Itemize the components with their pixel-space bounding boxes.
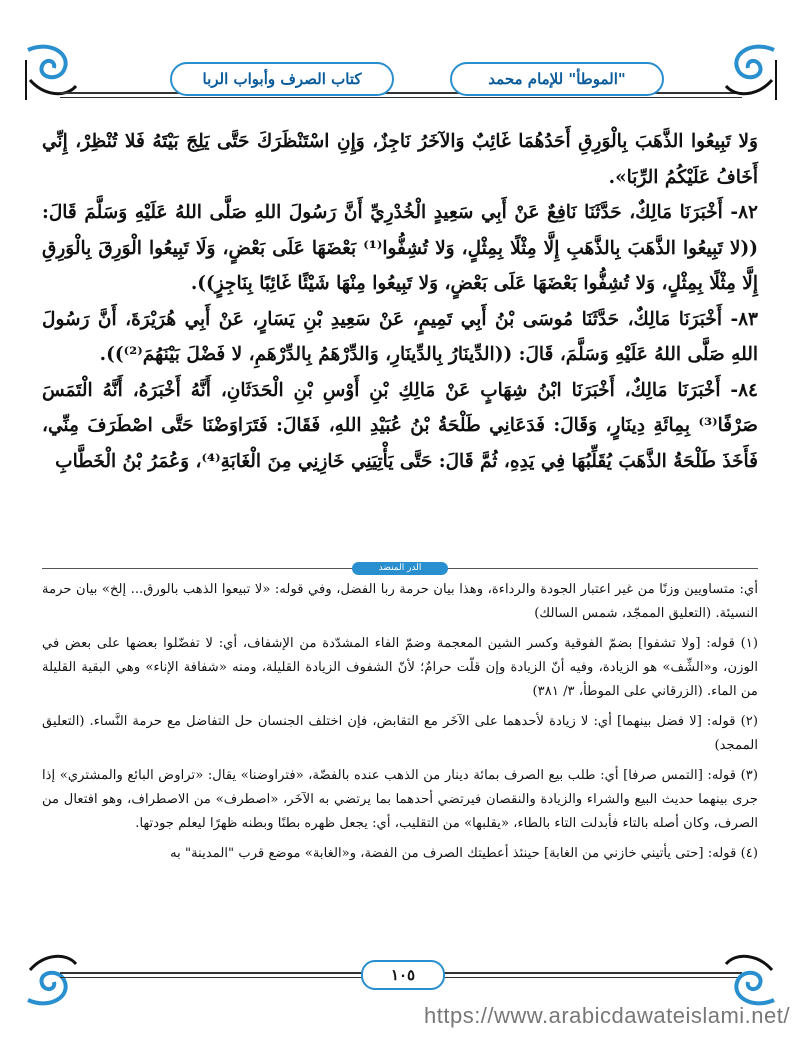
right-footer-ornament-icon xyxy=(722,940,782,1010)
left-header-ornament-icon xyxy=(20,40,80,110)
page-number: ١٠٥ xyxy=(361,960,445,990)
footnote-1: (١) قوله: [ولا تشفوا] بضمّ الفوقية وكسر الشين المعجمة وضمّ الفاء المشدّدة من الإشفاف، أي: لا تفضّلوا بعضها على بعض في الوزن، و«الشِّف» هو الزيادة، وفيه أنّ الزيادة وإن قلّت حرامٌ؛ لأنّ الشفوف الزيادة القليلة، ومنه «شفافة الإناء» وهي البقية القليلة من الماء. (الزرقاني على الموطأ، ٣/ ٣٨١) xyxy=(42,636,758,699)
footnote-3: (٣) قوله: [التمس صرفا] أي: طلب بيع الصرف بمائة دينار من الذهب عنده بالفضّة، «فتراوضنا» يقال: «تراوض البائع والمشتري» إذا جرى بينهما حديث البيع والشراء والزيادة والنقصان فيرتضي أحدهما بما يرتضي به الآخَر، «اصطرف» من الاصطراف، وهو افتعال من الصرف، وكان أصله بالتاء فأبدلت التاء بالطاء، «يقلبها» من التقليب، أي: يجعل ظهره بطنًا وبطنه ظهرًا ليعلم جودتها. xyxy=(42,768,758,831)
footnote-2: (٢) قوله: [لا فضل بينهما] أي: لا زيادة لأحدهما على الآخَر مع التقابض، فإن اختلف الجنسان حل التفاضل مع حرمة النَّساء. (التعليق الممجد) xyxy=(42,714,758,753)
main-text xyxy=(42,124,758,550)
source-watermark: https://www.arabicdawateislami.net/ xyxy=(424,1003,790,1028)
header-rule-thin xyxy=(60,97,742,98)
footnote-divider xyxy=(42,562,758,576)
right-header-ornament-icon xyxy=(722,40,782,110)
chapter-title: كتاب الصرف وأبواب الربا xyxy=(170,62,394,96)
footnote-4: (٤) قوله: [حتى يأتيني خازني من الغابة] حينئذ أعطيتك الصرف من الفضة، و«الغابة» موضع قرب "المدينة" به xyxy=(170,846,758,861)
book-title: "الموطأ" للإمام محمد xyxy=(450,62,664,96)
hadith-83: ٨٣- أَخْبَرَنَا مَالِكٌ، حَدَّثَنَا مُوسَى بْنُ أَبِي تَمِيمٍ، عَنْ سَعِيدِ بْنِ يَسَارٍ، عَنْ أَبِي هُرَيْرَةَ، أَنَّ رَسُولَ اللهِ صَلَّى اللهُ عَلَيْهِ وَسَلَّمَ، قَالَ: ((الدِّينَارُ بِالدِّينَارِ، وَالدِّرْهَمُ بِالدِّرْهَمِ، لا فَضْلَ بَيْنَهُمَ⁽²⁾)). xyxy=(42,308,758,365)
left-footer-ornament-icon xyxy=(20,940,80,1010)
divider-label: الدر المنضد xyxy=(352,562,448,575)
footnotes xyxy=(42,578,758,916)
hadith-82: ٨٢- أَخْبَرَنَا مَالِكٌ، حَدَّثَنَا نَافِعٌ عَنْ أَبِي سَعِيدٍ الْخُدْرِيِّ أَنَّ رَسُولَ اللهِ صَلَّى اللهُ عَلَيْهِ وَسَلَّمَ قَالَ: ((لا تَبِيعُوا الذَّهَبَ بِالذَّهَبِ إِلَّا مِثْلًا بِمِثْلٍ، وَلا تُشِفُّوا⁽¹⁾ بَعْضَهَا عَلَى بَعْضٍ، وَلَا تَبِيعُوا الْوَرِقَ بِالْوَرِقِ إِلَّا مِثْلًا بِمِثْلٍ، وَلا تُشِفُّوا بَعْضَهَا عَلَى بَعْضٍ، وَلا تَبِيعُوا مِنْهَا شَيْئًا غَائِبًا بِنَاجِزٍ)). xyxy=(42,202,758,294)
page-header xyxy=(20,40,782,110)
hadith-84: ٨٤- أَخْبَرَنَا مَالِكٌ، أَخْبَرَنَا ابْنُ شِهَابٍ عَنْ مَالِكِ بْنِ أَوْسِ بْنِ الْحَدَثَانِ، أَنَّهُ أَخْبَرَهُ، أَنَّهُ الْتَمَسَ صَرْفًا⁽³⁾ بِمِائَةِ دِينَارٍ، وَقَالَ: فَدَعَانِي طَلْحَةُ بْنُ عُبَيْدِ اللهِ، فَقَالَ: فَتَرَاوَضْنَا حَتَّى اصْطَرَفَ مِنِّي، فَأَخَذَ طَلْحَةُ الذَّهَبَ يُقَلِّبُهَا فِي يَدِهِ، ثُمَّ قَالَ: حَتَّى يَأْتِيَنِي خَازِنِي مِنَ الْغَابَةِ⁽⁴⁾، وَعُمَرُ بْنُ الْخَطَّابِ xyxy=(42,379,758,472)
page-footer xyxy=(20,950,782,1000)
footnote-intro: أي: متساويين وزنًا من غير اعتبار الجودة والرداءة، وهذا بيان حرمة ربا الفضل، وفي قوله: «لا تبيعوا الذهب بالورق... إلخ» بيان حرمة النسيئة. (التعليق الممجّد، شمس السالك) xyxy=(42,582,758,621)
main-paragraph: وَلا تَبِيعُوا الذَّهَبَ بِالْوَرِقِ أَحَدُهُمَا غَائِبٌ وَالآخَرُ نَاجِزٌ، وَإِنِ اسْتَنْظَرَكَ حَتَّى يَلِجَ بَيْتَهُ فَلا تُنْظِرْ، إِنِّي أَخَافُ عَلَيْكُمُ الرِّبَا». xyxy=(42,131,758,188)
